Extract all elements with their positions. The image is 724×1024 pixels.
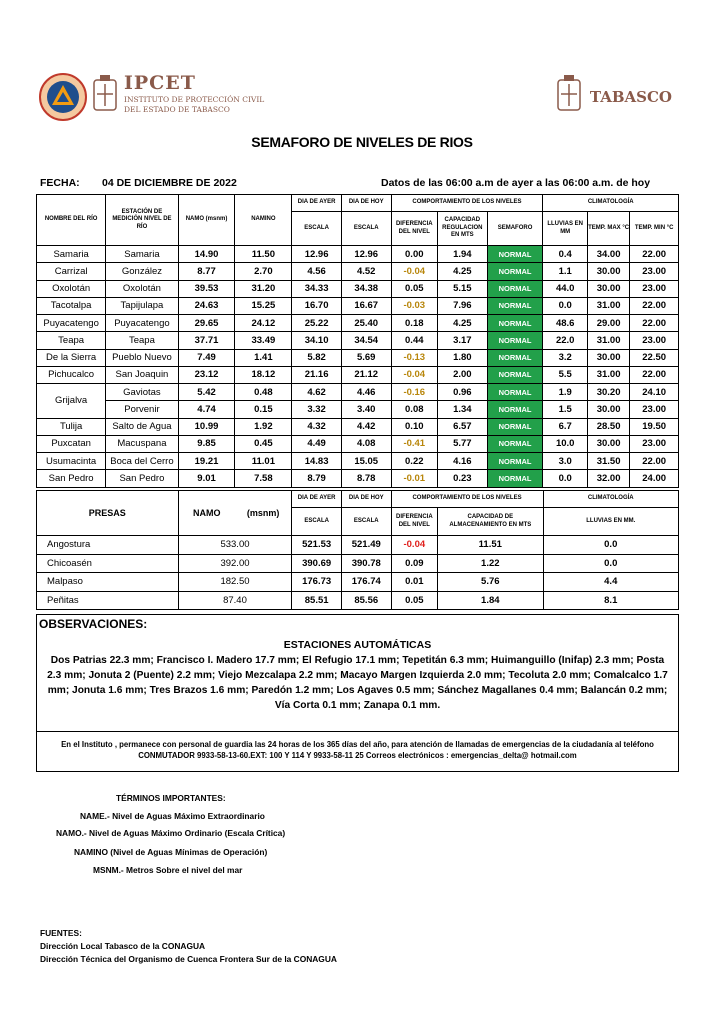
- dam-level-today: 176.74: [341, 573, 391, 592]
- namino-value: 1.41: [235, 349, 292, 366]
- level-today: 4.08: [341, 435, 391, 452]
- term-msnm: MSNM.- Metros Sobre el nivel del mar: [93, 865, 243, 875]
- dam-namo-value: 392.00: [178, 554, 292, 573]
- header-rio: NOMBRE DEL RÍO: [37, 195, 106, 246]
- rain-value: 1.1: [543, 263, 587, 280]
- sources-title: FUENTES:: [40, 928, 82, 938]
- station-name: Teapa: [106, 332, 178, 349]
- header-temp-max: TEMP. MAX °C: [587, 212, 629, 246]
- level-today: 5.69: [341, 349, 391, 366]
- header-estacion: ESTACIÓN DE MEDICIÓN NIVEL DE RÍO: [106, 195, 178, 246]
- temp-max-value: 30.00: [587, 401, 629, 418]
- status-badge: NORMAL: [487, 315, 543, 332]
- station-name: Porvenir: [106, 401, 178, 418]
- namino-value: 31.20: [235, 280, 292, 297]
- temp-max-value: 34.00: [587, 246, 629, 263]
- source-1: Dirección Local Tabasco de la CONAGUA: [40, 941, 206, 951]
- level-yesterday: 21.16: [292, 366, 342, 383]
- temp-max-value: 31.00: [587, 332, 629, 349]
- term-namo: NAMO.- Nivel de Aguas Máximo Ordinario (Escala Crítica): [56, 828, 286, 838]
- namo-value: 23.12: [178, 366, 235, 383]
- namino-value: 1.92: [235, 418, 292, 435]
- regulation-capacity: 0.96: [438, 384, 488, 401]
- namino-value: 2.70: [235, 263, 292, 280]
- dam-rain-value: 8.1: [543, 591, 678, 610]
- dam-name: Malpaso: [37, 573, 179, 592]
- rain-value: 3.2: [543, 349, 587, 366]
- dam-level-today: 390.78: [341, 554, 391, 573]
- terms-title: TÉRMINOS IMPORTANTES:: [116, 793, 226, 803]
- namino-value: 7.58: [235, 470, 292, 487]
- dam-level-today: 85.56: [341, 591, 391, 610]
- river-name: Samaria: [37, 246, 106, 263]
- header-temp-min: TEMP. MIN °C: [630, 212, 679, 246]
- regulation-capacity: 5.77: [438, 435, 488, 452]
- dam-storage-capacity: 1.84: [438, 591, 543, 610]
- regulation-capacity: 5.15: [438, 280, 488, 297]
- level-yesterday: 4.56: [292, 263, 342, 280]
- dam-level-difference: 0.09: [391, 554, 438, 573]
- temp-min-value: 23.00: [630, 401, 679, 418]
- rain-value: 10.0: [543, 435, 587, 452]
- header: [38, 70, 674, 122]
- station-name: San Joaquin: [106, 366, 178, 383]
- header-semaforo: SEMAFORO: [487, 212, 543, 246]
- temp-max-value: 32.00: [587, 470, 629, 487]
- temp-max-value: 30.00: [587, 280, 629, 297]
- namino-value: 11.01: [235, 453, 292, 470]
- status-badge: NORMAL: [487, 263, 543, 280]
- level-yesterday: 8.79: [292, 470, 342, 487]
- dam-name: Peñitas: [37, 591, 179, 610]
- header-presas-climatologia: CLIMATOLOGÍA: [543, 491, 678, 508]
- table-row: [37, 418, 679, 435]
- table-row: [37, 246, 679, 263]
- header-presas-msnm: (msnm): [235, 491, 292, 536]
- temp-min-value: 22.00: [630, 366, 679, 383]
- rain-value: 1.9: [543, 384, 587, 401]
- station-name: Tapijulapa: [106, 297, 178, 314]
- rain-value: 3.0: [543, 453, 587, 470]
- level-difference: -0.41: [391, 435, 438, 452]
- table-row: [37, 470, 679, 487]
- regulation-capacity: 0.23: [438, 470, 488, 487]
- level-yesterday: 25.22: [292, 315, 342, 332]
- namo-value: 5.42: [178, 384, 235, 401]
- header-presas-dia-ayer: DIA DE AYER: [292, 491, 342, 508]
- regulation-capacity: 4.16: [438, 453, 488, 470]
- term-namino: NAMINO (Nivel de Aguas Mínimas de Operación): [74, 847, 268, 857]
- tabasco-crest-icon: [556, 74, 582, 114]
- table-row: [37, 263, 679, 280]
- table-row: [37, 554, 679, 573]
- header-presas-capacidad: CAPACIDAD DE ALMACENAMIENTO EN MTS: [438, 508, 543, 536]
- table-row: [37, 384, 679, 401]
- level-difference: 0.44: [391, 332, 438, 349]
- namino-value: 11.50: [235, 246, 292, 263]
- station-name: San Pedro: [106, 470, 178, 487]
- table-row: [37, 280, 679, 297]
- station-name: Puyacatengo: [106, 315, 178, 332]
- header-dia-ayer: DIA DE AYER: [292, 195, 342, 212]
- regulation-capacity: 2.00: [438, 366, 488, 383]
- dam-rain-value: 0.0: [543, 554, 678, 573]
- temp-min-value: 22.00: [630, 315, 679, 332]
- rain-value: 44.0: [543, 280, 587, 297]
- namo-value: 24.63: [178, 297, 235, 314]
- level-today: 4.52: [341, 263, 391, 280]
- header-lluvias: LLUVIAS EN MM: [543, 212, 587, 246]
- header-presas: PRESAS: [37, 491, 179, 536]
- dam-namo-value: 87.40: [178, 591, 292, 610]
- regulation-capacity: 1.34: [438, 401, 488, 418]
- source-2: Dirección Técnica del Organismo de Cuenca Frontera Sur de la CONAGUA: [40, 954, 337, 964]
- observations-box: [36, 614, 679, 772]
- table-row: [37, 536, 679, 555]
- dam-namo-value: 182.50: [178, 573, 292, 592]
- namo-value: 8.77: [178, 263, 235, 280]
- temp-max-value: 29.00: [587, 315, 629, 332]
- level-today: 4.46: [341, 384, 391, 401]
- namo-value: 10.99: [178, 418, 235, 435]
- regulation-capacity: 3.17: [438, 332, 488, 349]
- header-presas-escala-ayer: ESCALA: [292, 508, 342, 536]
- level-difference: 0.08: [391, 401, 438, 418]
- dam-level-difference: -0.04: [391, 536, 438, 555]
- ipcet-logo-subtitle: INSTITUTO DE PROTECCIÓN CIVIL DEL ESTADO DE TABASCO: [124, 95, 265, 114]
- station-name: Samaria: [106, 246, 178, 263]
- namino-value: 33.49: [235, 332, 292, 349]
- level-yesterday: 3.32: [292, 401, 342, 418]
- regulation-capacity: 7.96: [438, 297, 488, 314]
- level-difference: -0.04: [391, 366, 438, 383]
- dam-level-yesterday: 521.53: [292, 536, 342, 555]
- tabasco-logo-text: TABASCO: [589, 88, 672, 106]
- level-today: 16.67: [341, 297, 391, 314]
- dams-table: [36, 490, 679, 610]
- station-name: Salto de Agua: [106, 418, 178, 435]
- temp-min-value: 23.00: [630, 263, 679, 280]
- status-badge: NORMAL: [487, 246, 543, 263]
- temp-max-value: 31.50: [587, 453, 629, 470]
- level-yesterday: 34.33: [292, 280, 342, 297]
- status-badge: NORMAL: [487, 453, 543, 470]
- header-climatologia: CLIMATOLOGÍA: [543, 195, 679, 212]
- river-name: Pichucalco: [37, 366, 106, 383]
- rain-value: 6.7: [543, 418, 587, 435]
- header-capacidad: CAPACIDAD REGULACION EN MTS: [438, 212, 488, 246]
- river-name: Puxcatan: [37, 435, 106, 452]
- namino-value: 0.15: [235, 401, 292, 418]
- namo-value: 37.71: [178, 332, 235, 349]
- header-namo: NAMO (msnm): [178, 195, 235, 246]
- table-row: [37, 573, 679, 592]
- temp-max-value: 30.00: [587, 263, 629, 280]
- level-difference: 0.18: [391, 315, 438, 332]
- rain-value: 1.5: [543, 401, 587, 418]
- river-name: San Pedro: [37, 470, 106, 487]
- date-range-note: Datos de las 06:00 a.m de ayer a las 06:00 a.m. de hoy: [381, 177, 651, 189]
- rain-value: 5.5: [543, 366, 587, 383]
- temp-max-value: 30.00: [587, 435, 629, 452]
- dam-level-yesterday: 390.69: [292, 554, 342, 573]
- dam-rain-value: 0.0: [543, 536, 678, 555]
- temp-min-value: 22.00: [630, 297, 679, 314]
- level-difference: 0.22: [391, 453, 438, 470]
- temp-min-value: 19.50: [630, 418, 679, 435]
- level-difference: -0.13: [391, 349, 438, 366]
- rain-value: 0.0: [543, 297, 587, 314]
- level-yesterday: 16.70: [292, 297, 342, 314]
- level-today: 34.38: [341, 280, 391, 297]
- proteccion-civil-seal-icon: [38, 72, 88, 122]
- level-today: 34.54: [341, 332, 391, 349]
- river-name: De la Sierra: [37, 349, 106, 366]
- river-name: Puyacatengo: [37, 315, 106, 332]
- regulation-capacity: 1.80: [438, 349, 488, 366]
- namino-value: 24.12: [235, 315, 292, 332]
- regulation-capacity: 1.94: [438, 246, 488, 263]
- level-yesterday: 14.83: [292, 453, 342, 470]
- temp-max-value: 30.00: [587, 349, 629, 366]
- status-badge: NORMAL: [487, 470, 543, 487]
- level-difference: -0.16: [391, 384, 438, 401]
- header-presas-escala-hoy: ESCALA: [341, 508, 391, 536]
- dam-rain-value: 4.4: [543, 573, 678, 592]
- temp-min-value: 24.10: [630, 384, 679, 401]
- namino-value: 15.25: [235, 297, 292, 314]
- station-name: Gaviotas: [106, 384, 178, 401]
- level-today: 3.40: [341, 401, 391, 418]
- temp-max-value: 31.00: [587, 366, 629, 383]
- temp-min-value: 22.00: [630, 453, 679, 470]
- status-badge: NORMAL: [487, 366, 543, 383]
- station-name: Macuspana: [106, 435, 178, 452]
- temp-max-value: 28.50: [587, 418, 629, 435]
- temp-min-value: 23.00: [630, 332, 679, 349]
- namo-value: 9.01: [178, 470, 235, 487]
- temp-min-value: 24.00: [630, 470, 679, 487]
- ipcet-crest-icon: [92, 74, 118, 114]
- rivers-table: [36, 194, 679, 488]
- table-row: [37, 315, 679, 332]
- temp-max-value: 31.00: [587, 297, 629, 314]
- dam-level-yesterday: 85.51: [292, 591, 342, 610]
- rain-value: 0.4: [543, 246, 587, 263]
- automatic-stations-text: Dos Patrias 22.3 mm; Francisco I. Madero 17.7 mm; El Refugio 17.1 mm; Tepetitán 6.3 mm; Huimanguillo (Inifap) 2.3 mm; Posta 2.3 mm; Jonuta 2 (Puente) 2.2 mm; Viejo Mezcalapa 2.2 mm; Macayo Margen Izquierda 2.0 mm; Tecoluta 2.0 mm; Comalcalco 1.7 mm; Jonuta 1.6 mm; Tres Brazos 1.6 mm; Paredón 1.2 mm; Los Agaves 0.5 mm; Sánchez Magallanes 0.4 mm; Balancán 0.2 mm; Vía Corta 0.1 mm; Zanapa 0.1 mm.: [47, 655, 668, 711]
- level-difference: 0.10: [391, 418, 438, 435]
- namino-value: 18.12: [235, 366, 292, 383]
- dam-name: Chicoasén: [37, 554, 179, 573]
- dam-level-today: 521.49: [341, 536, 391, 555]
- river-name: Teapa: [37, 332, 106, 349]
- river-name: Tacotalpa: [37, 297, 106, 314]
- temp-min-value: 23.00: [630, 435, 679, 452]
- dam-level-yesterday: 176.73: [292, 573, 342, 592]
- temp-max-value: 30.20: [587, 384, 629, 401]
- temp-min-value: 22.00: [630, 246, 679, 263]
- page-title: SEMAFORO DE NIVELES DE RIOS: [251, 134, 473, 150]
- level-today: 25.40: [341, 315, 391, 332]
- rain-value: 48.6: [543, 315, 587, 332]
- river-name: Usumacinta: [37, 453, 106, 470]
- header-namino: NAMINO: [235, 195, 292, 246]
- dam-level-difference: 0.01: [391, 573, 438, 592]
- sources: [40, 927, 337, 966]
- table-row: [37, 349, 679, 366]
- regulation-capacity: 4.25: [438, 263, 488, 280]
- rain-value: 22.0: [543, 332, 587, 349]
- namino-value: 0.48: [235, 384, 292, 401]
- status-badge: NORMAL: [487, 332, 543, 349]
- status-badge: NORMAL: [487, 418, 543, 435]
- level-difference: 0.05: [391, 280, 438, 297]
- level-today: 8.78: [341, 470, 391, 487]
- station-name: Pueblo Nuevo: [106, 349, 178, 366]
- level-yesterday: 5.82: [292, 349, 342, 366]
- level-yesterday: 34.10: [292, 332, 342, 349]
- namo-value: 29.65: [178, 315, 235, 332]
- station-name: González: [106, 263, 178, 280]
- status-badge: NORMAL: [487, 435, 543, 452]
- table-row: [37, 591, 679, 610]
- status-badge: NORMAL: [487, 349, 543, 366]
- dam-storage-capacity: 11.51: [438, 536, 543, 555]
- namo-value: 39.53: [178, 280, 235, 297]
- ipcet-logo-text: IPCET: [124, 72, 196, 94]
- namino-value: 0.45: [235, 435, 292, 452]
- status-badge: NORMAL: [487, 384, 543, 401]
- status-badge: NORMAL: [487, 280, 543, 297]
- header-presas-lluvias: LLUVIAS EN MM.: [543, 508, 678, 536]
- station-name: Boca del Cerro: [106, 453, 178, 470]
- dam-namo-value: 533.00: [178, 536, 292, 555]
- namo-value: 7.49: [178, 349, 235, 366]
- level-yesterday: 12.96: [292, 246, 342, 263]
- header-diferencia: DIFERENCIA DEL NIVEL: [391, 212, 438, 246]
- rain-value: 0.0: [543, 470, 587, 487]
- level-difference: -0.04: [391, 263, 438, 280]
- level-today: 15.05: [341, 453, 391, 470]
- temp-min-value: 23.00: [630, 280, 679, 297]
- header-comportamiento: COMPORTAMIENTO DE LOS NIVELES: [391, 195, 543, 212]
- header-presas-namo: NAMO: [178, 491, 235, 536]
- header-escala-ayer: ESCALA: [292, 212, 342, 246]
- dam-name: Angostura: [37, 536, 179, 555]
- level-today: 12.96: [341, 246, 391, 263]
- dam-storage-capacity: 1.22: [438, 554, 543, 573]
- level-yesterday: 4.32: [292, 418, 342, 435]
- level-difference: 0.00: [391, 246, 438, 263]
- river-name: Carrizal: [37, 263, 106, 280]
- level-yesterday: 4.62: [292, 384, 342, 401]
- contact-note: En el Instituto , permanece con personal de guardia las 24 horas de los 365 días del año, para atención de llamadas de emergencias de la ciudadanía al teléfono CONMUTADOR 9933-58-13-60.EXT: 100 Y 114 Y 9933-58-11 25 Correos electrónicos : emergencias_delta@ hotmail.com: [61, 740, 654, 760]
- namo-value: 14.90: [178, 246, 235, 263]
- river-name: Tulija: [37, 418, 106, 435]
- table-row: [37, 366, 679, 383]
- river-name: Oxolotán: [37, 280, 106, 297]
- table-row: [37, 453, 679, 470]
- header-presas-comportamiento: COMPORTAMIENTO DE LOS NIVELES: [391, 491, 543, 508]
- status-badge: NORMAL: [487, 297, 543, 314]
- date-label: FECHA:: [40, 177, 80, 189]
- regulation-capacity: 4.25: [438, 315, 488, 332]
- term-name: NAME.- Nivel de Aguas Máximo Extraordinario: [80, 811, 265, 821]
- header-dia-hoy: DIA DE HOY: [341, 195, 391, 212]
- namo-value: 4.74: [178, 401, 235, 418]
- date-value: 04 DE DICIEMBRE DE 2022: [102, 177, 237, 189]
- observations-title: OBSERVACIONES:: [39, 617, 148, 631]
- automatic-stations-title: ESTACIONES AUTOMÁTICAS: [283, 639, 432, 651]
- status-badge: NORMAL: [487, 401, 543, 418]
- dam-storage-capacity: 5.76: [438, 573, 543, 592]
- river-name: Grijalva: [37, 384, 106, 419]
- station-name: Oxolotán: [106, 280, 178, 297]
- observations-divider: [37, 731, 678, 732]
- dam-level-difference: 0.05: [391, 591, 438, 610]
- level-difference: -0.01: [391, 470, 438, 487]
- namo-value: 19.21: [178, 453, 235, 470]
- namo-value: 9.85: [178, 435, 235, 452]
- temp-min-value: 22.50: [630, 349, 679, 366]
- level-difference: -0.03: [391, 297, 438, 314]
- level-today: 21.12: [341, 366, 391, 383]
- header-presas-diferencia: DIFERENCIA DEL NIVEL: [391, 508, 438, 536]
- header-escala-hoy: ESCALA: [341, 212, 391, 246]
- table-row: [37, 435, 679, 452]
- table-row: [37, 332, 679, 349]
- table-row: [37, 297, 679, 314]
- regulation-capacity: 6.57: [438, 418, 488, 435]
- level-today: 4.42: [341, 418, 391, 435]
- level-yesterday: 4.49: [292, 435, 342, 452]
- header-presas-dia-hoy: DIA DE HOY: [341, 491, 391, 508]
- table-row: [37, 401, 679, 418]
